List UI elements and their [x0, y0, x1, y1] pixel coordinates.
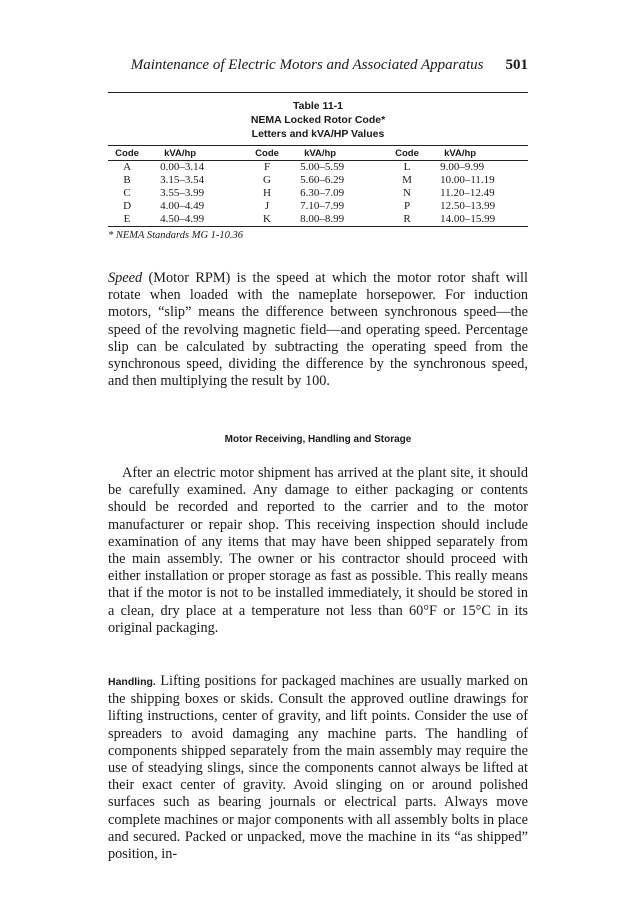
- table-cell: K: [263, 213, 271, 225]
- column-header: kVA/hp: [286, 146, 388, 161]
- table-cell: 14.00–15.99: [440, 213, 496, 225]
- table-bottom-rule: [108, 226, 528, 227]
- table-cell: 0.00–3.14: [160, 161, 205, 173]
- table-cell: 3.15–3.54: [160, 174, 205, 186]
- table-footnote: * NEMA Standards MG 1-10.36: [108, 230, 244, 241]
- table-cell: 5.00–5.59: [300, 161, 345, 173]
- column-header: kVA/hp: [426, 146, 528, 161]
- table-cell: H: [263, 187, 271, 199]
- speed-term: Speed: [108, 270, 143, 286]
- table-cell: G: [263, 174, 271, 186]
- table-cell: 6.30–7.09: [300, 187, 345, 199]
- table-cell: 4.00–4.49: [160, 200, 205, 212]
- column-header: Code: [388, 146, 426, 161]
- table-cell: 10.00–11.19: [440, 174, 495, 186]
- table-cell: C: [123, 187, 131, 199]
- table-cell: M: [402, 174, 412, 186]
- speed-paragraph: [108, 270, 528, 390]
- table-row: [108, 187, 528, 200]
- table-11-1: [108, 92, 528, 241]
- handling-paragraph-text: Lifting positions for packaged machines are usually marked on the shipping boxes or skids. Consult the approved outline drawings for lifting instructions, center of gravity, and lift points. Consider the use of spreaders to avoid damaging any machine parts. The handling of components shipped separately from the main assembly may require the use of steadying slings, since the components cannot always be lifted at their exact center of gravity. Avoid slinging on or around polished surfaces such as bearing journals or electrical parts. Always move complete machines or major components with all assembly bolts in place and secured. Packed or unpacked, move the machine in its “as shipped” position, in-: [108, 673, 528, 863]
- table-cell: R: [403, 213, 411, 225]
- page-number: 501: [505, 57, 528, 73]
- speed-paragraph-text: (Motor RPM) is the speed at which the motor rotor shaft will rotate when loaded with the nameplate horsepower. For induction motors, “slip” means the difference between synchronous speed—the speed of the revolving magnetic field—and operating speed. Percentage slip can be calculated by subtracting the operating speed from the synchronous speed, dividing the difference by the synchronous speed, and then multiplying the result by 100.: [108, 270, 528, 390]
- table-title-line1: NEMA Locked Rotor Code*: [250, 114, 386, 126]
- table-row: [108, 200, 528, 213]
- table-row: [108, 161, 528, 175]
- column-header: Code: [248, 146, 286, 161]
- table-cell: P: [403, 200, 411, 212]
- table-cell: 8.00–8.99: [300, 213, 345, 225]
- table-cell: 12.50–13.99: [440, 200, 496, 212]
- table-title-line2: Letters and kVA/HP Values: [251, 128, 385, 140]
- column-header: kVA/hp: [146, 146, 248, 161]
- table-cell: D: [123, 200, 132, 212]
- table-row: [108, 213, 528, 226]
- table-cell: L: [403, 161, 411, 173]
- running-title: Maintenance of Electric Motors and Associated Apparatus: [130, 57, 484, 73]
- table-cell: J: [264, 200, 270, 212]
- table-cell: F: [263, 161, 271, 173]
- receiving-paragraph: After an electric motor shipment has arrived at the plant site, it should be carefully examined. Any damage to either packaging or contents should be recorded and reported to the carrier and to the motor manufacturer or repair shop. This receiving inspection should include examination of any items that may have been shipped separately from the main assembly. The owner or his contractor should proceed with either installation or proper storage as fast as possible. This really means that if the motor is not to be installed immediately, it should be stored in a clean, dry place at a temperature not less than 60°F or 15°C in its original packaging.: [108, 465, 528, 636]
- running-header: [108, 57, 528, 74]
- table-header-row: [108, 146, 528, 161]
- table-cell: 7.10–7.99: [300, 200, 345, 212]
- handling-run-in-heading: Handling.: [108, 676, 156, 688]
- table-cell: 4.50–4.99: [160, 213, 205, 225]
- table-cell: E: [123, 213, 131, 225]
- table-cell: 3.55–3.99: [160, 187, 205, 199]
- table-caption: [108, 99, 528, 141]
- table-cell: 11.20–12.49: [440, 187, 495, 199]
- table-cell: 9.00–9.99: [440, 161, 485, 173]
- table-cell: 5.60–6.29: [300, 174, 345, 186]
- table-cell: N: [403, 187, 411, 199]
- table-number: Table 11-1: [293, 100, 343, 112]
- section-heading: Motor Receiving, Handling and Storage: [224, 434, 412, 445]
- handling-paragraph: [108, 673, 528, 863]
- table-cell: B: [123, 174, 131, 186]
- table-top-rule: [108, 92, 528, 93]
- column-header: Code: [108, 146, 146, 161]
- table-cell: A: [123, 161, 132, 173]
- code-table: [108, 146, 528, 226]
- table-row: [108, 174, 528, 187]
